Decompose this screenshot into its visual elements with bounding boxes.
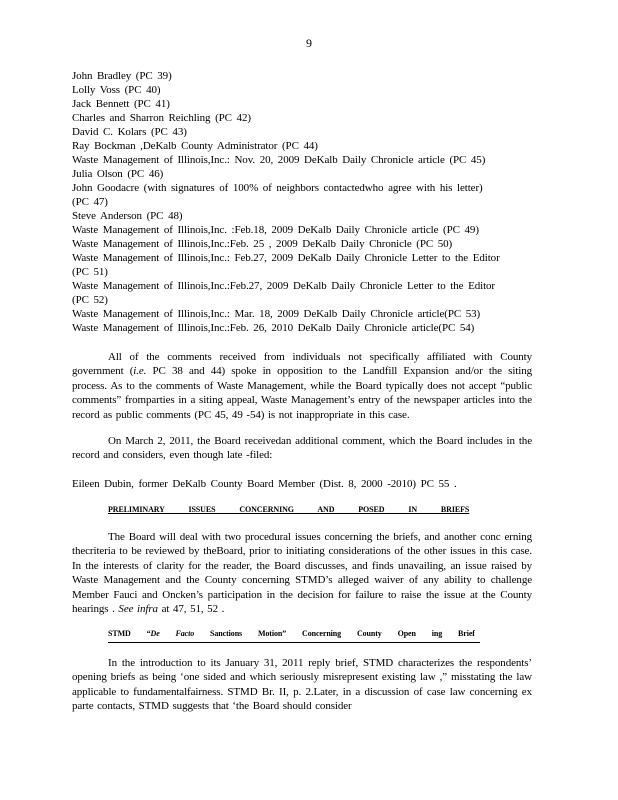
para1-text-b: PC 38 and 44) spoke in opposition to the Landfill Expansion and/or the siting process. As to the comments of Waste Management, while the Board typically does not accept “public comments” fromparties in a siting appeal, Waste Management’s entry of the newspaper articles into the record as public comments (PC 45, 49 -54) is not inappropriate in this case.: [72, 365, 532, 421]
comment-line: (PC 52): [72, 294, 108, 306]
comment-line: Waste Management of Illinois,Inc.: Nov. 20, 2009 DeKalb Daily Chronicle article (PC 45): [72, 154, 486, 166]
comment-line: Waste Management of Illinois,Inc.: Mar. 18, 2009 DeKalb Daily Chronicle article(PC 53): [72, 308, 481, 320]
para4-text: In the introduction to its January 31, 2011 reply brief, STMD characterizes the respondents’ opening briefs as being ‘one sided and which seriously misrepresent existing law ,” misstating the law applicable to fundamentalfairness. STMD Br. II, p. 2.Later, in a discussion of case law concerning ex parte contacts, STMD suggests that ‘the Board should consider: [72, 657, 532, 713]
see-infra: See infra: [118, 603, 158, 616]
comment-line: Waste Management of Illinois,Inc.:Feb. 26, 2010 DeKalb Daily Chronicle article(PC 54): [72, 322, 475, 334]
comment-line: (PC 51): [72, 266, 108, 278]
para1-ie: i.e.: [133, 365, 147, 378]
procedural-issues-paragraph: [72, 530, 532, 616]
comment-line: Steve Anderson (PC 48): [72, 210, 183, 222]
comment-line: John Goodacre (with signatures of 100% of neighbors contactedwho agree with his letter): [72, 182, 483, 194]
heading2-de-facto: De Facto: [150, 629, 195, 638]
comment-line: Lolly Voss (PC 40): [72, 84, 161, 96]
comment-line: Jack Bennett (PC 41): [72, 98, 170, 110]
comment-line: John Bradley (PC 39): [72, 70, 172, 82]
comment-line: Waste Management of Illinois,Inc.:Feb. 25 , 2009 DeKalb Daily Chronicle (PC 50): [72, 238, 453, 250]
comment-line: Charles and Sharron Reichling (PC 42): [72, 112, 251, 124]
page-number: 9: [306, 36, 312, 50]
comment-line: Julia Olson (PC 46): [72, 168, 164, 180]
comment-line: Waste Management of Illinois,Inc. :Feb.18, 2009 DeKalb Daily Chronicle article (PC 49): [72, 224, 479, 236]
para1-text-a: All of the comments received from individuals not specifically affiliated with County government (: [72, 351, 532, 378]
para3-text-a: The Board will deal with two procedural issues concerning the briefs, and another conc erning thecriteria to be reviewed by theBoard, prior to initiating considerations of the other issues in this case. In the interests of clarity for the reader, the Board discusses, and finds unavailing, an issue raised by Waste Management and the County concerning STMD’s alleged waiver of any ability to challenge Member Fauci and Oncken’s participation in the decision for failure to raise the issue at the County hearings .: [72, 531, 532, 616]
para2-text: On March 2, 2011, the Board receivedan additional comment, which the Board includes in the record and considers, even though late -filed:: [72, 435, 532, 462]
late-comment-paragraph: [72, 434, 532, 463]
comment-line: Waste Management of Illinois,Inc.: Feb.27, 2009 DeKalb Daily Chronicle Letter to the Editor: [72, 252, 500, 264]
late-comment-entry: Eileen Dubin, former DeKalb County Board Member (Dist. 8, 2000 -2010) PC 55 .: [72, 478, 457, 490]
stmd-reply-brief-paragraph: [72, 656, 532, 714]
comment-line: David C. Kolars (PC 43): [72, 126, 187, 138]
comment-line: (PC 47): [72, 196, 108, 208]
comment-line: Ray Bockman ,DeKalb County Administrator (PC 44): [72, 140, 318, 152]
heading2-text-a: STMD “: [108, 629, 151, 638]
comments-summary-paragraph: [72, 350, 532, 422]
section-heading-preliminary-issues: PRELIMINARY ISSUES CONCERNING AND POSED IN BRIEFS: [108, 505, 470, 514]
para3-text-b: at 47, 51, 52 .: [157, 603, 225, 616]
section-heading-stmd-sanctions: [108, 629, 480, 643]
heading2-text-b: Sanctions Motion” Concerning County Open ing Brief: [194, 629, 475, 638]
comment-line: Waste Management of Illinois,Inc.:Feb.27, 2009 DeKalb Daily Chronicle Letter to the Editor: [72, 280, 495, 292]
